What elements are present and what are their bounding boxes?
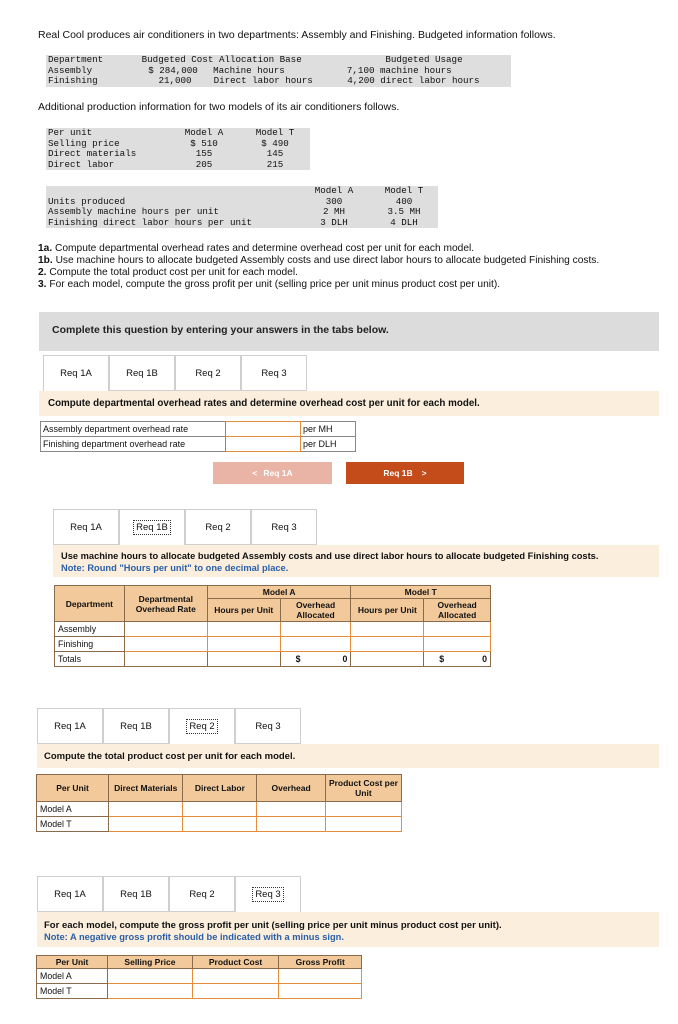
- requirement-item: 1a. Compute departmental overhead rates and determine overhead cost per unit for each model.: [38, 243, 475, 254]
- overhead-input[interactable]: [257, 817, 325, 832]
- allocation-table: [54, 585, 491, 667]
- row-label: Model T: [37, 984, 108, 999]
- department-header: Department: [55, 586, 125, 622]
- requirement-item: 3. For each model, compute the gross profit per unit (selling price per unit minus product cost per unit).: [38, 279, 501, 290]
- base-header: Allocation Base: [219, 54, 302, 65]
- usage-cell: 4,200 direct labor hours: [347, 75, 480, 86]
- model-t-value: 400: [395, 195, 413, 207]
- additional-info-text: Additional production information for two models of its air conditioners follows.: [38, 101, 400, 113]
- assembly-rate-input[interactable]: [226, 422, 301, 437]
- model-a-value: 3 DLH: [320, 216, 348, 228]
- selling-price-input[interactable]: [108, 984, 193, 999]
- department-table: [46, 55, 511, 87]
- usage-header: Budgeted Usage: [385, 54, 463, 65]
- product-cost-table: [36, 774, 402, 832]
- tab-req-1b[interactable]: Req 1B: [109, 355, 175, 391]
- direct-materials-header: Direct Materials: [109, 775, 183, 802]
- hours-per-unit-header: Hours per Unit: [207, 599, 280, 622]
- gross-profit-header: Gross Profit: [279, 956, 362, 969]
- tab-req-1a[interactable]: Req 1A: [37, 708, 103, 744]
- finishing-rate-label: Finishing department overhead rate: [41, 437, 226, 452]
- banner-text: Complete this question by entering your answers in the tabs below.: [52, 324, 389, 336]
- tab-bar: [37, 876, 301, 912]
- rate-input[interactable]: [124, 622, 207, 637]
- tab-req-1a[interactable]: Req 1A: [53, 509, 119, 545]
- tab-bar: [53, 509, 317, 545]
- overhead-allocated-header: Overhead Allocated: [424, 599, 491, 622]
- model-a-value: 205: [195, 158, 213, 170]
- hours-input[interactable]: [207, 637, 280, 652]
- tab-req-1a[interactable]: Req 1A: [37, 876, 103, 912]
- overhead-input[interactable]: [280, 637, 351, 652]
- cost-header: Budgeted Cost: [141, 54, 214, 65]
- product-cost-input[interactable]: [192, 969, 279, 984]
- chevron-right-icon: >: [421, 468, 427, 478]
- hours-input[interactable]: [351, 637, 424, 652]
- tab-req-1a[interactable]: Req 1A: [43, 355, 109, 391]
- tab-bar: [43, 355, 307, 391]
- requirement-item: 2. Compute the total product cost per unit for each model.: [38, 267, 298, 278]
- chevron-left-icon: <: [252, 468, 258, 478]
- model-a-value: 2 MH: [322, 206, 346, 217]
- row-label: Direct labor: [48, 158, 115, 170]
- empty-cell: [207, 652, 280, 667]
- row-label: Model A: [37, 802, 109, 817]
- hours-input[interactable]: [351, 622, 424, 637]
- tab-req-1b[interactable]: Req 1B: [119, 509, 185, 545]
- overhead-input[interactable]: [280, 622, 351, 637]
- next-button[interactable]: Req 1B >: [346, 462, 464, 484]
- hours-input[interactable]: [207, 622, 280, 637]
- unit-label: per DLH: [301, 437, 356, 452]
- total-cell: $ 0: [280, 652, 351, 667]
- model-t-value: 145: [266, 148, 284, 159]
- direct-materials-input[interactable]: [109, 802, 183, 817]
- model-t-value: $ 490: [261, 137, 289, 149]
- gross-profit-table: [36, 955, 362, 999]
- direct-labor-input[interactable]: [183, 802, 257, 817]
- row-label: Assembly machine hours per unit: [48, 206, 219, 217]
- finishing-rate-input[interactable]: [226, 437, 301, 452]
- direct-materials-input[interactable]: [109, 817, 183, 832]
- tab-req-1b[interactable]: Req 1B: [103, 708, 169, 744]
- tab-req-3[interactable]: Req 3: [251, 509, 317, 545]
- rate-header: Departmental Overhead Rate: [124, 586, 207, 622]
- intro-text: Real Cool produces air conditioners in two departments: Assembly and Finishing. Budgeted information follows.: [38, 29, 556, 41]
- overhead-allocated-header: Overhead Allocated: [280, 599, 351, 622]
- per-unit-header: Per Unit: [37, 775, 109, 802]
- tab-req-2[interactable]: Req 2: [185, 509, 251, 545]
- row-label: Assembly: [55, 622, 125, 637]
- per-unit-header: Per unit: [48, 127, 93, 138]
- selling-price-header: Selling Price: [108, 956, 193, 969]
- gross-profit-input[interactable]: [279, 969, 362, 984]
- row-label: Finishing direct labor hours per unit: [48, 216, 252, 228]
- tab-req-2[interactable]: Req 2: [169, 876, 235, 912]
- prev-button[interactable]: < Req 1A: [213, 462, 332, 484]
- finishing-rate-field[interactable]: [228, 438, 298, 450]
- product-info-table: [46, 128, 310, 170]
- model-t-header: Model T: [255, 127, 295, 138]
- product-cost-input[interactable]: [192, 984, 279, 999]
- dept-cell: Assembly: [48, 64, 93, 76]
- requirements-list: [38, 243, 599, 291]
- row-label: Finishing: [55, 637, 125, 652]
- blank-header: [46, 186, 298, 197]
- req3-instruction: For each model, compute the gross profit per unit (selling price per unit minus product cost per unit).: [44, 920, 502, 931]
- assembly-rate-field[interactable]: [228, 423, 298, 435]
- units-table: [46, 186, 438, 228]
- model-t-group-header: Model T: [351, 586, 491, 599]
- cost-cell: $ 284,000: [148, 64, 198, 76]
- tab-req-2[interactable]: Req 2: [169, 708, 235, 744]
- model-t-value: 4 DLH: [390, 216, 418, 228]
- model-t-value: 3.5 MH: [387, 206, 421, 217]
- requirement-item: 1b. Use machine hours to allocate budgeted Assembly costs and use direct labor hours to allocate budgeted Finishing costs.: [38, 255, 600, 266]
- req2-instruction: Compute the total product cost per unit for each model.: [44, 751, 296, 762]
- base-cell: Direct labor hours: [213, 75, 313, 86]
- req1b-instruction-box: [53, 545, 659, 577]
- req1a-instruction: Compute departmental overhead rates and determine overhead cost per unit for each model.: [48, 398, 480, 409]
- row-label: Model A: [37, 969, 108, 984]
- model-a-header: Model A: [314, 185, 354, 196]
- overhead-input[interactable]: [424, 637, 491, 652]
- product-cost-header: Product Cost: [192, 956, 279, 969]
- gross-profit-input[interactable]: [279, 984, 362, 999]
- tab-bar: [37, 708, 301, 744]
- tab-req-2[interactable]: Req 2: [175, 355, 241, 391]
- dept-cell: Finishing: [48, 75, 98, 86]
- req2-instruction-box: [37, 744, 659, 768]
- instructions-banner: [39, 312, 659, 351]
- per-unit-header: Per Unit: [37, 956, 108, 969]
- row-label: Units produced: [48, 195, 126, 207]
- model-a-header: Model A: [184, 127, 224, 138]
- tab-req-3[interactable]: Req 3: [235, 876, 301, 912]
- cost-cell: 21,000: [158, 75, 192, 86]
- assembly-rate-label: Assembly department overhead rate: [41, 422, 226, 437]
- req1a-instruction-box: [39, 391, 659, 416]
- overhead-header: Overhead: [257, 775, 325, 802]
- req3-instruction-box: [37, 912, 659, 947]
- empty-cell: [351, 652, 424, 667]
- row-label: Selling price: [48, 137, 120, 149]
- selling-price-input[interactable]: [108, 969, 193, 984]
- direct-labor-header: Direct Labor: [183, 775, 257, 802]
- direct-labor-input[interactable]: [183, 817, 257, 832]
- unit-label: per MH: [301, 422, 356, 437]
- tab-req-3[interactable]: Req 3: [241, 355, 307, 391]
- tab-req-3[interactable]: Req 3: [235, 708, 301, 744]
- model-a-value: 300: [325, 195, 343, 207]
- model-t-header: Model T: [384, 185, 424, 196]
- tab-req-1b[interactable]: Req 1B: [103, 876, 169, 912]
- model-a-group-header: Model A: [207, 586, 351, 599]
- model-t-value: 215: [266, 158, 284, 170]
- req1b-instruction: Use machine hours to allocate budgeted Assembly costs and use direct labor hours to allocate budgeted Finishing costs.: [61, 551, 599, 561]
- overhead-input[interactable]: [424, 622, 491, 637]
- base-cell: Machine hours: [213, 64, 285, 76]
- hours-per-unit-header: Hours per Unit: [351, 599, 424, 622]
- row-label: Direct materials: [48, 148, 137, 159]
- product-cost-input[interactable]: [325, 817, 401, 832]
- dept-header: Department: [48, 54, 104, 65]
- rate-input[interactable]: [124, 637, 207, 652]
- req3-note: Note: A negative gross profit should be indicated with a minus sign.: [44, 932, 344, 942]
- product-cost-header: Product Cost per Unit: [325, 775, 401, 802]
- empty-cell: [124, 652, 207, 667]
- usage-cell: 7,100 machine hours: [346, 64, 452, 76]
- overhead-rate-table: [40, 421, 356, 452]
- req1b-note: Note: Round "Hours per unit" to one decimal place.: [61, 563, 289, 573]
- overhead-input[interactable]: [257, 802, 325, 817]
- model-a-value: 155: [195, 148, 213, 159]
- row-label: Totals: [55, 652, 125, 667]
- total-cell: $ 0: [424, 652, 491, 667]
- row-label: Model T: [37, 817, 109, 832]
- product-cost-input[interactable]: [325, 802, 401, 817]
- model-a-value: $ 510: [190, 137, 218, 149]
